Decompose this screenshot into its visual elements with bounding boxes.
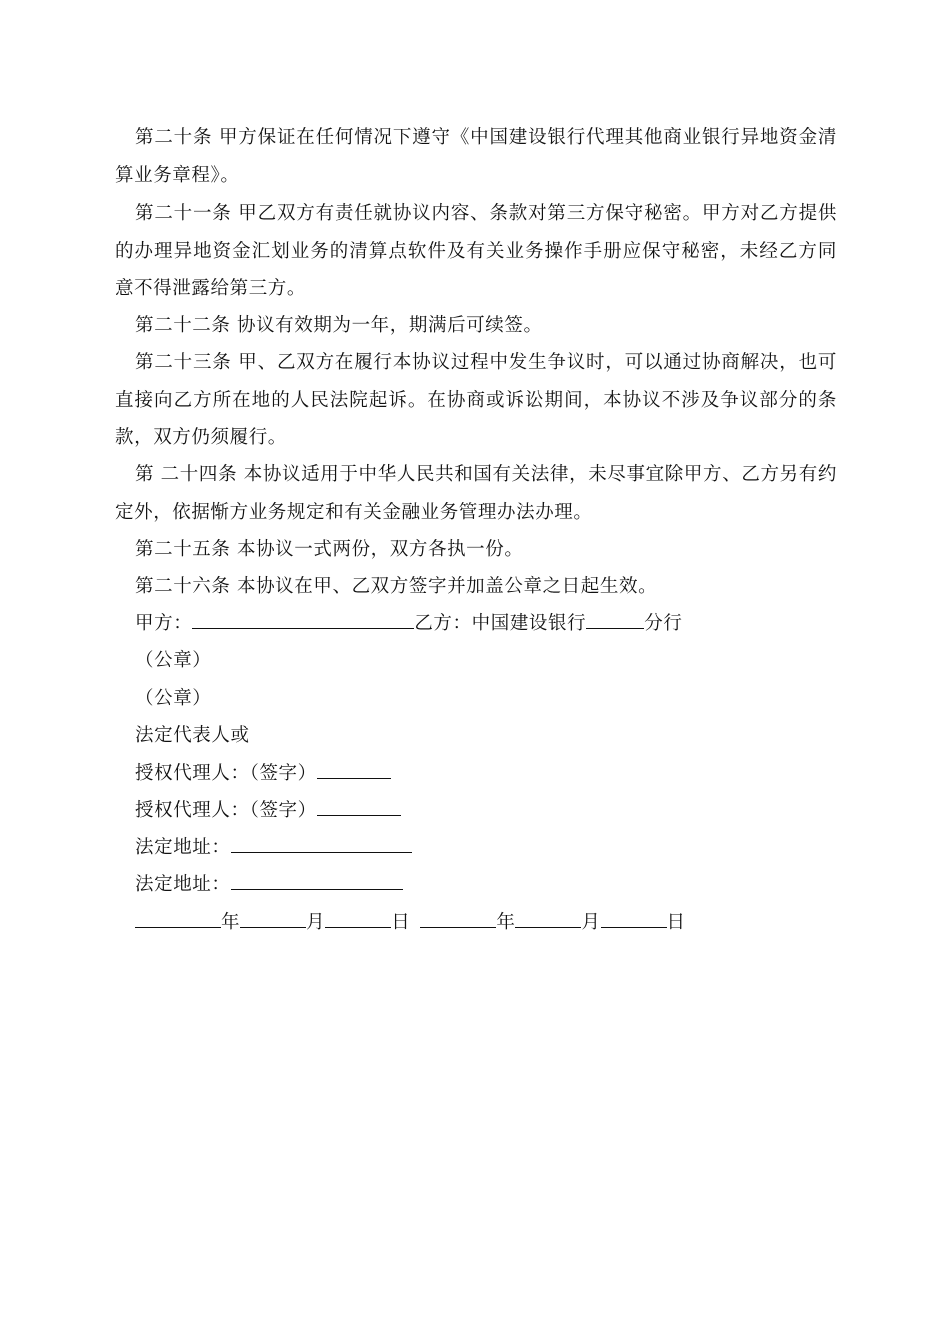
date-line [135, 904, 686, 942]
article-20: 第二十条 甲方保证在任何情况下遵守《中国建设银行代理其他商业银行异地资金清算业务章程》。 [115, 127, 837, 186]
agent-line-2 [135, 792, 401, 830]
year-blank-a[interactable] [135, 905, 221, 928]
agent-label-2: 授权代理人：（签字） [135, 800, 317, 821]
year-blank-b[interactable] [420, 905, 496, 928]
branch-suffix: 分行 [644, 613, 683, 634]
party-b-label: 乙方：中国建设银行 [414, 613, 587, 634]
address-label-2: 法定地址： [135, 874, 231, 895]
article-21: 第二十一条 甲乙双方有责任就协议内容、条款对第三方保守秘密。甲方对乙方提供的办理异地资金汇划业务的清算点软件及有关业务操作手册应保守秘密，未经乙方同意不得泄露给第三方。 [115, 203, 837, 299]
address-label-1: 法定地址： [135, 837, 231, 858]
agent-line-1 [135, 755, 391, 793]
party-a-blank[interactable] [192, 606, 414, 629]
seal-line-1: （公章） [135, 650, 212, 671]
address-line-1 [135, 829, 412, 867]
agent-sign-blank-1[interactable] [317, 756, 391, 779]
article-24: 第 二十四条 本协议适用于中华人民共和国有关法律，未尽事宜除甲方、乙方另有约定外，依据惭方业务规定和有关金融业务管理办法办理。 [115, 464, 837, 523]
address-blank-2[interactable] [231, 867, 403, 890]
article-23: 第二十三条 甲、乙双方在履行本协议过程中发生争议时，可以通过协商解决，也可直接向乙方所在地的人民法院起诉。在协商或诉讼期间，本协议不涉及争议部分的条款，双方仍须履行。 [115, 352, 837, 448]
agent-sign-blank-2[interactable] [317, 793, 401, 816]
address-blank-1[interactable] [231, 830, 412, 853]
article-26: 第二十六条 本协议在甲、乙双方签字并加盖公章之日起生效。 [135, 576, 658, 597]
year-label-a: 年 [221, 912, 241, 933]
month-blank-a[interactable] [240, 905, 306, 928]
address-line-2 [135, 866, 403, 904]
day-label-a: 日 [391, 912, 411, 933]
article-22: 第二十二条 协议有效期为一年，期满后可续签。 [135, 315, 543, 336]
year-label-b: 年 [496, 912, 516, 933]
month-blank-b[interactable] [515, 905, 581, 928]
seal-line-2: （公章） [135, 688, 212, 709]
month-label-a: 月 [306, 912, 326, 933]
day-blank-b[interactable] [601, 905, 667, 928]
day-label-b: 日 [666, 912, 686, 933]
party-a-label: 甲方： [135, 613, 193, 634]
legal-rep-line: 法定代表人或 [135, 725, 250, 746]
month-label-b: 月 [581, 912, 601, 933]
parties-line [135, 605, 682, 643]
day-blank-a[interactable] [325, 905, 391, 928]
agent-label-1: 授权代理人：（签字） [135, 763, 317, 784]
article-25: 第二十五条 本协议一式两份，双方各执一份。 [135, 539, 524, 560]
branch-blank[interactable] [586, 606, 644, 629]
